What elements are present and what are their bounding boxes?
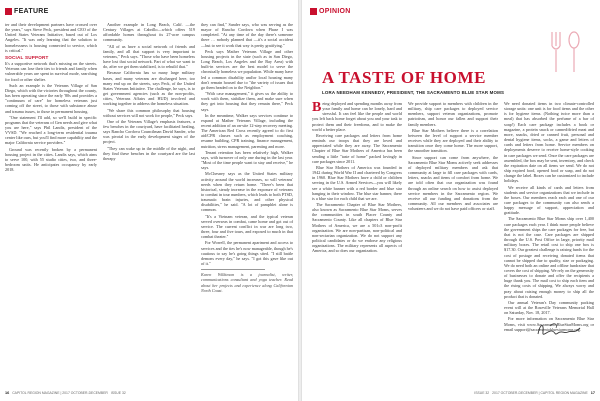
- paragraph: We receive all kinds of cards and letters from students and service organizations that we include in the boxes. Our members reach each and one of our care packages to the community can also sends a happy message of support, appreciation and gratitude.: [504, 184, 594, 216]
- section-tag-opinion: [310, 7, 351, 16]
- paragraph: McChesney says as the United States military activity around the world increases, so will veterans' needs when they return home. "There's been that historical, steady increase in the exposure of veterans to combat in tour numbers, which leads to both PTSD, traumatic brain injuries, and other physical disabilities," he said. "A lot of pamphlet alone is common.: [201, 171, 293, 213]
- section-marker-icon: [310, 8, 317, 15]
- paragraph: Peck says Mather Veterans Village and other housing projects in the state (such as in San Diego, Long Beach, Los Angeles and the Bay Area) with built-in services are the best model to serve the chronically homeless we population. While many have led a common disability and/or local housing many don't remain housed due to "the variety of issues that go them headed on to the Neighbor.": [201, 48, 293, 90]
- author-signature: [534, 318, 584, 340]
- divider: [201, 269, 265, 270]
- section-marker-icon: [5, 8, 12, 15]
- page-number: 16: [5, 391, 10, 395]
- section-tag-feature: [5, 7, 49, 16]
- paragraph: In the meantime, Walker says services continue to expand at Mather Veterans Village, including the recent addition of an on-site 12-step recovery meeting. The American Red Cross recently agreed to do first aid/CPR classes such as employment coaching, resume building, CPR training, finance management, nutrition, stress management, parenting and more.: [201, 112, 293, 149]
- right-footer: [474, 390, 595, 396]
- paragraph: Our annual Veteran's Day community packing event will at the Roseville Veterans Memorial Hall on Saturday, Nov. 18, 2017.: [504, 299, 594, 316]
- subhead-social-support: SOCIAL SUPPORT: [5, 54, 49, 60]
- paragraph: One of the Veterans Village's emphasis features, a few benches in the courtyard, have facilitated healing, says Rancho Cordova Councilman David Sander, who was pivotal in the early development stages of the project.: [103, 118, 195, 145]
- left-columns: [5, 22, 293, 294]
- paragraph: "All of us have a social network of friends and family, and all that support is very important to veterans," Peck says. "Those who have been homeless have lost that social network. Part of what we want to do, after we get them stabilized, is to rebuild that.": [103, 43, 195, 70]
- author-bio: Karen Wilkinson is a journalist, writer, communications consultant and yoga teacher. Read about her projects and experience along Californian North Coast.: [201, 272, 293, 293]
- paragraph: For Worrell, the permanent apartment and access to services and the ties he's now manageable, though he's cautious to say he's going things sited. "I still battle demons every day," he says. "I got this gave like out of it.": [201, 240, 293, 267]
- paragraph: Receiving care packages and letters from home reminds our troops that they are loved and appreciated while they are away. The Sacramento Chapter of Blue Star Mothers of America has been sending a little "taste of home" packed lovingly in care packages since 2011.: [312, 132, 402, 164]
- page-number: 17: [590, 391, 595, 395]
- paragraph: Because California has so many large military bases, and many veterans are discharged here, too many end up on the streets, says Peck, of the United States Veterans Initiative. The challenge, he says, is to get government agencies (such as the non-profits, cities, Veterans Affairs and HUD) involved and working together to address the homeless situation.: [103, 70, 195, 107]
- paragraph: "It's a Vietnam veteran, and the typical veteran served overseas in combat, came home and got out of service. The current conflict in war are long two, three, four and five tours, and exposed to much in that combat theater.": [201, 213, 293, 240]
- paragraph: We provide support to members with children in the military, ship care packages to deployed service members, support veteran organizations, promote patriotism, and honor our fallen and support their family members.: [408, 101, 498, 127]
- paragraph: Such an example is the Veterans Village of San Diego, which with the victories throughout the county, has been operating since the early '80s and provides a "continuum of care" for homeless veterans just coming off the street, to those with substance abuse and trauma issues, to those in permanent housing.: [5, 82, 97, 114]
- publication-name: CAPITOL REGION MAGAZINE | 2017 OCTOBER-DECEMBER: [12, 391, 108, 395]
- right-column-1: [312, 101, 402, 333]
- paragraph: "With case management," it gives us the ability to work with them, stabilize them, and make sure when they get into housing that they remain there," Peck says.: [201, 91, 293, 112]
- paragraph: Another example in Long Beach, Calif. —the Century Villages at Cabrillo—which offers 519 affordable homes throughout its 27-acre campus community.: [103, 22, 195, 43]
- left-column-2: [103, 22, 195, 294]
- first-paragraph: [312, 101, 402, 132]
- section-label: OPINION: [319, 8, 351, 15]
- paragraph: We need donated items in two climate-controlled storage units: one unit is for food items and the other is for hygiene items. (Nothing twice more than a meal) that has absorbed the perfume of a bar of soap!) Each care package includes a book or magazine, a protein snack or canned/dried meat and more, snacks, dried or canned fruit, personal and dental hygiene items, socks, a game and letters of cards and letters from home. Service members on deployments deserve to receive home-style cooking in care packages we send. Once the care packages are assembled, the box may be sent, inventory, and check the expiration date on all items we send. We do not ship expired food, opened food or soap, and do not change the label. Boxes can be customized to include holidays.: [504, 101, 594, 184]
- first-paragraph-text: eing deployed and spending months away from your family and home can be lonely, hard and stressful. It can feel like the people and world you left back home forget about you and your task to protect them and their freedoms, and to make the world a better place.: [312, 101, 402, 132]
- right-column-2: [408, 101, 498, 333]
- paragraph: Ground was recently broken by a permanent housing project in the cities. Landis says, which aims to serve 100, with 55 studio cities, two, and three-bedroom units. He anticipates occupancy by early 2018.: [5, 146, 97, 173]
- left-footer: [5, 390, 126, 396]
- paragraph: Tenant retention has been relatively high, Walker says, with turnover of only one during in the last year. "Most of the time people want to stay and receive," he says.: [201, 149, 293, 171]
- fork-spoon-decoration-icon: [538, 26, 590, 78]
- paragraph: The Sacramento Chapter of Blue Star Mothers, also known as Sacramento Blue Star Moms, serves the communities in south Placer County and Sacramento County. Like all chapters of Blue Star Mothers of America, we are a 501c3 non-profit organization. We are non-partisan, non-political and non-sectarian organization. We do not support any political candidates or do we endorse any religious organizations. The military represents all aspects of America, and so does our organization.: [312, 201, 402, 254]
- article-byline: LORA NEEDHAM KENNEDY, PRESIDENT, THE SACRAMENTO BLUE STAR MOMS: [322, 90, 505, 95]
- paragraph: they can find," Sander says, who was serving as the mayor of Rancho Cordova when Phase I was completed. "At any time of the day there's someone there … nobody planned that —it's a social accident —but to see it work that way is pretty gratifying.": [201, 22, 293, 48]
- paragraph: "They can wake up in the middle of the night, and they find these benches in the courtyard are the last therapy: [103, 145, 195, 161]
- paragraph: It's a supportive network that's missing on the streets. Veterans can lose their ties to friends and family when vulnerable years are spent in survival mode, searching for food or other shelter.: [5, 61, 97, 82]
- issue-number: ISSUE 32: [110, 391, 126, 395]
- publication-name: 2017 OCTOBER-DECEMBER | CAPITOL REGION MAGAZINE: [492, 391, 588, 395]
- right-page: [302, 0, 600, 401]
- left-page: [0, 0, 298, 401]
- paragraph: Since support can come from anywhere, the Sacramento Blue Star Moms actively seek addresses of deployed military members and ask that community at large to fill care packages with cards, letters, snacks and items of comfort from home. We are told often that our organization was found through an online search on how to assist deployed service members in the Sacramento region. We receive all our funding and donations from the community. All our members and associates are volunteers and we do not have paid officers or staff.: [408, 154, 498, 212]
- section-label: FEATURE: [14, 8, 49, 15]
- paragraph: The Sacramento Blue Star Moms ship over 1,400 care packages each year. I think more people believe the government ships the care packages for free, but that is not the case. Care packages are shipped through the U.S. Post Office in large, priority mail military boxes. The retail cost to ship one box is $17.30. Our greatest challenge is raising funds for the cost of postage and receiving donated items that cannot be shipped due to quality, size or packaging. We do need both an online and offline fundraiser that covers the cost of shipping. We rely on the generosity of businesses to donate and offer the recipients a huge thank you. The mail cost to ship each item and the rising costs of shipping. We always worry and pray about raising enough money to ship all the product that is donated.: [504, 216, 595, 299]
- paragraph: "One statement I'll add, so we'll build in specific programs that the veterans of Gen needs and give what you are here," says Phil Landis, president of the VVSD. "We reached a long-term residential trauma center like ours, but you'll find more capability and the major California service providers.": [5, 114, 97, 146]
- paragraph: ter and their development partners have crossed over the years," says Steve Peck, president and CEO of the United States Veterans Initiative, based out of Los Angeles. "It was only learning that the solution to homelessness is housing connected to service, which is critical.": [5, 22, 97, 53]
- paragraph: Blue Star Mothers of America was founded in 1942 during World War II and chartered by Congress in 1960. Blue Star Mothers have a child or children serving in the U.S. Armed Services—you will likely see a white banner with a red border and blue star hanging in their window. The blue star banner, there is a blue star for each child that we are.: [312, 164, 402, 201]
- paragraph: Blue Star Mothers believe there is a correlation between the level of support a service member receives while they are deployed and their ability to transition once they come home. The more support, the smoother transition.: [408, 127, 498, 154]
- drop-cap: B: [312, 100, 322, 115]
- left-column-3: [201, 22, 293, 294]
- article-title: A TASTE OF HOME: [322, 68, 487, 87]
- paragraph: "We share this common philosophy that housing without services will not work for people," Peck says.: [103, 107, 195, 118]
- left-column-1: [5, 22, 97, 294]
- paragraph: For more information on Sacramento Blue Star Moms, visit www.SacramentoBlueStarMoms.org or email support@sacramentobluestarmoms.org.: [504, 316, 594, 332]
- issue-number: ISSUE 32: [474, 391, 490, 395]
- right-column-3: [504, 101, 594, 333]
- right-columns: [312, 101, 594, 333]
